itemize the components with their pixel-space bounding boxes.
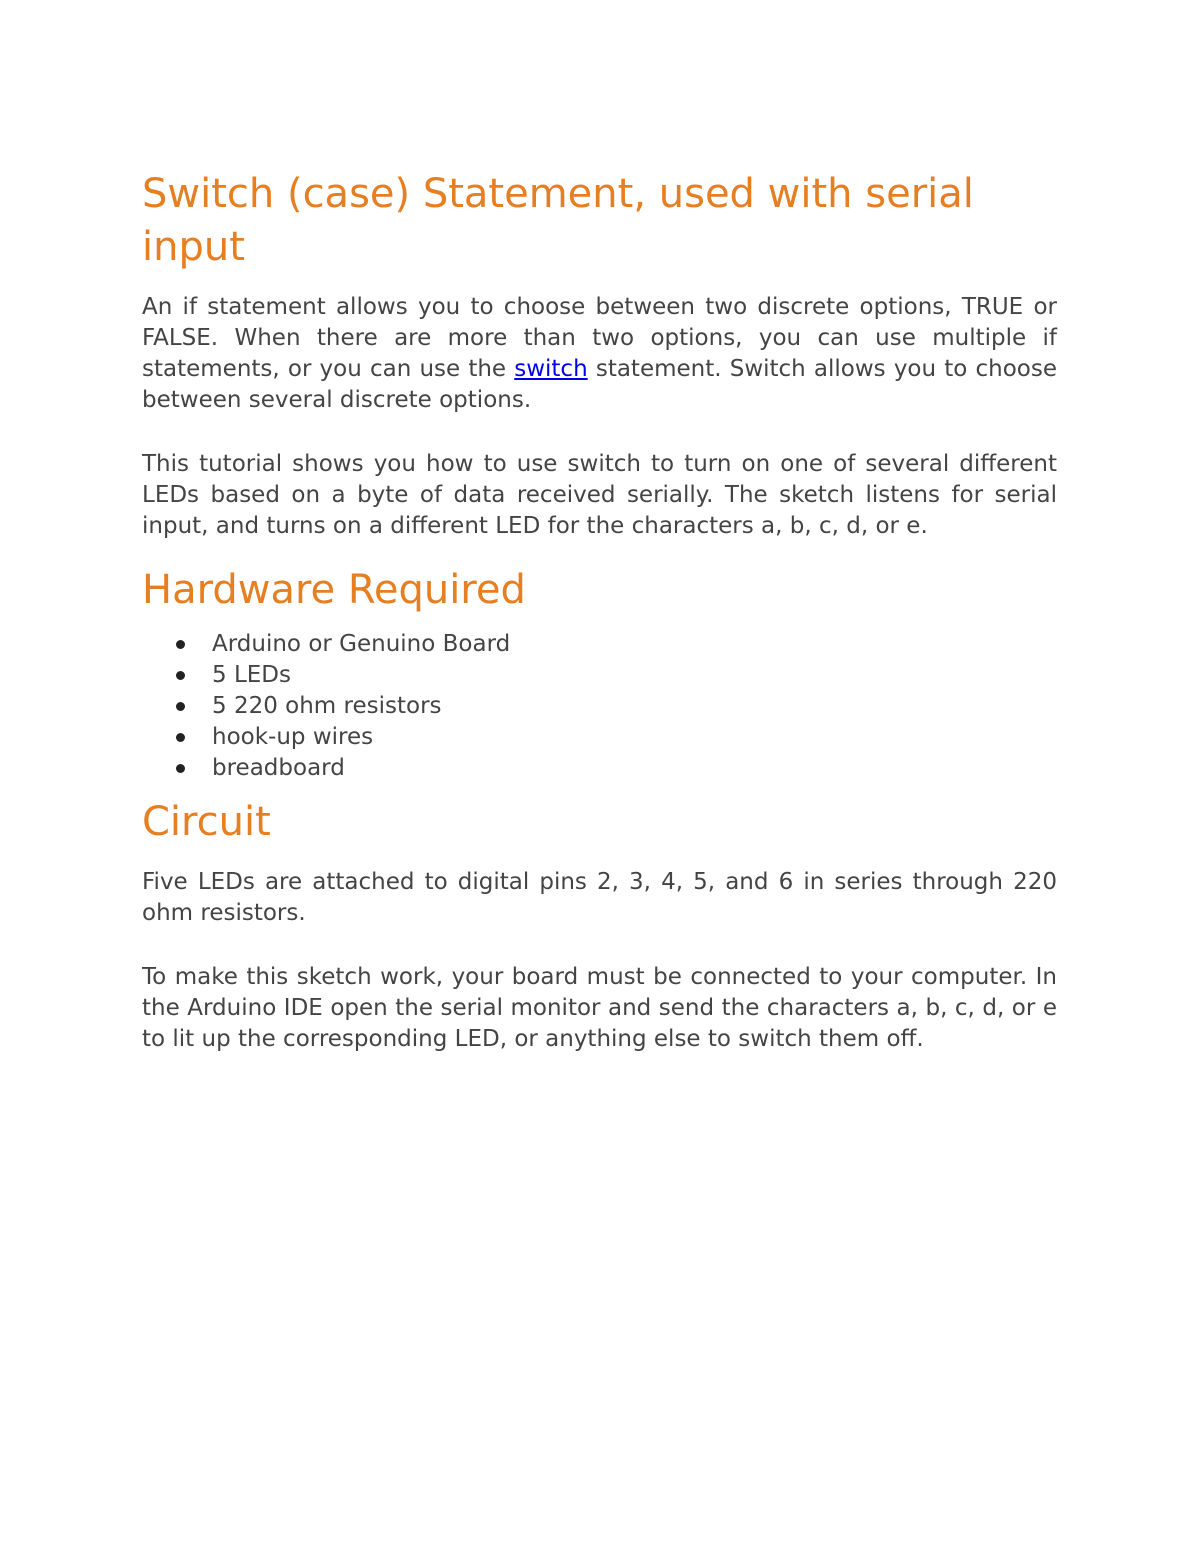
hardware-heading: Hardware Required <box>142 567 526 613</box>
list-item-label: Arduino or Genuino Board <box>212 631 511 657</box>
page-title: Switch (case) Statement, used with serial input <box>142 171 974 270</box>
bullet-icon <box>176 671 185 680</box>
list-item <box>142 691 1057 722</box>
list-item-label: hook-up wires <box>212 724 374 750</box>
intro-paragraph <box>142 292 1057 416</box>
list-item-label: 5 220 ohm resistors <box>212 693 442 719</box>
hardware-list <box>142 629 1057 784</box>
circuit-paragraph-1: Five LEDs are attached to digital pins 2, 3, 4, 5, and 6 in series through 220 ohm resistors. <box>142 869 1057 926</box>
list-item <box>142 722 1057 753</box>
intro-text-part1: An if statement allows you to choose between two discrete options, TRUE or FALSE. When there are more than two options, you can use multiple if statements, or you can use the <box>142 294 1057 382</box>
document-page <box>142 168 1057 1055</box>
circuit-paragraph-2: To make this sketch work, your board must be connected to your computer. In the Arduino IDE open the serial monitor and send the characters a, b, c, d, or e to lit up the corresponding LED, or anything else to switch them off. <box>142 964 1057 1052</box>
list-item <box>142 629 1057 660</box>
switch-link[interactable]: switch <box>514 356 588 382</box>
intro-text-part2: statement. Switch allows you to choose between several discrete options. <box>142 356 1057 413</box>
bullet-icon <box>176 764 185 773</box>
bullet-icon <box>176 640 185 649</box>
tutorial-paragraph: This tutorial shows you how to use switch to turn on one of several different LEDs based on a byte of data received serially. The sketch listens for serial input, and turns on a different LED for the characters a, b, c, d, or e. <box>142 451 1057 539</box>
list-item-label: breadboard <box>212 755 345 781</box>
bullet-icon <box>176 733 185 742</box>
list-item <box>142 753 1057 784</box>
list-item-label: 5 LEDs <box>212 662 291 688</box>
list-item <box>142 660 1057 691</box>
bullet-icon <box>176 702 185 711</box>
circuit-heading: Circuit <box>142 799 271 845</box>
